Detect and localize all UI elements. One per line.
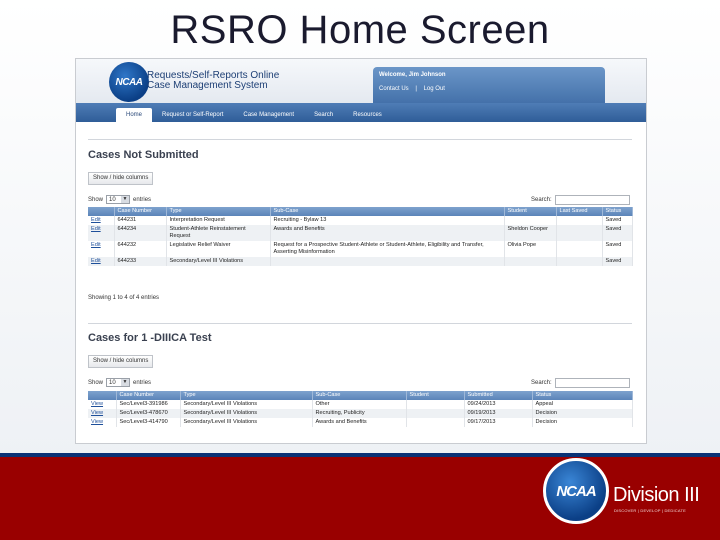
nav-tab-resources[interactable]: Resources xyxy=(353,112,382,118)
last-saved-cell xyxy=(556,257,602,266)
type-cell: Secondary/Level III Violations xyxy=(166,257,270,266)
edit-link[interactable]: Edit xyxy=(88,225,114,241)
column-header[interactable] xyxy=(88,207,114,216)
column-header-last-saved[interactable]: Last Saved xyxy=(556,207,602,216)
sub-case-cell: Recruiting - Bylaw 13 xyxy=(270,216,504,225)
column-header-submitted[interactable]: Submitted xyxy=(464,391,532,400)
search-control xyxy=(531,378,630,388)
submitted-cell: 09/17/2013 xyxy=(464,418,532,427)
sub-case-cell: Request for a Prospective Student-Athlete or Student-Athlete, Eligibility and Transfer, Asserting Misinformation xyxy=(270,241,504,257)
nav-tab-home[interactable]: Home xyxy=(116,108,152,122)
nav-tab-case-management[interactable]: Case Management xyxy=(243,112,295,118)
student-cell: Olivia Pope xyxy=(504,241,556,257)
column-header-sub-case[interactable]: Sub-Case xyxy=(312,391,406,400)
type-cell: Secondary/Level III Violations xyxy=(180,418,312,427)
case-number-cell: Sec/Level3-414790 xyxy=(116,418,180,427)
last-saved-cell xyxy=(556,225,602,241)
table-row xyxy=(88,257,632,266)
app-title xyxy=(147,71,279,91)
welcome-box xyxy=(373,67,605,103)
page-length-control xyxy=(88,195,151,204)
student-cell xyxy=(504,257,556,266)
cases-for-table xyxy=(88,391,633,427)
show-label: Show xyxy=(88,379,104,386)
column-header-student[interactable]: Student xyxy=(504,207,556,216)
search-input[interactable] xyxy=(555,378,630,388)
page-length-control xyxy=(88,378,151,387)
table-row xyxy=(88,216,632,225)
status-cell: Appeal xyxy=(532,400,632,409)
sub-case-cell: Recruiting, Publicity xyxy=(312,409,406,418)
type-cell: Legislative Relief Waiver xyxy=(166,241,270,257)
chevron-down-icon: ▼ xyxy=(122,379,128,385)
column-header-status[interactable]: Status xyxy=(532,391,632,400)
case-number-cell: 644232 xyxy=(114,241,166,257)
log-out-link[interactable]: Log Out xyxy=(423,86,445,92)
entries-label: entries xyxy=(133,379,152,386)
last-saved-cell xyxy=(556,216,602,225)
search-label: Search: xyxy=(531,380,552,386)
view-link[interactable]: View xyxy=(88,418,116,427)
sub-case-cell: Other xyxy=(312,400,406,409)
entries-label: entries xyxy=(133,196,152,203)
page-length-value: 10 xyxy=(109,379,116,386)
type-cell: Interpretation Request xyxy=(166,216,270,225)
table-row xyxy=(88,241,632,257)
status-cell: Saved xyxy=(602,216,632,225)
show-label: Show xyxy=(88,196,104,203)
division-tagline: DISCOVER | DEVELOP | DEDICATE xyxy=(614,508,686,513)
column-header-case-number[interactable]: Case Number xyxy=(114,207,166,216)
edit-link[interactable]: Edit xyxy=(88,257,114,266)
column-header-type[interactable]: Type xyxy=(166,207,270,216)
status-cell: Saved xyxy=(602,257,632,266)
table-header-row xyxy=(88,391,632,400)
divider xyxy=(88,139,632,140)
main-nav xyxy=(76,103,647,122)
submitted-cell: 09/19/2013 xyxy=(464,409,532,418)
case-number-cell: Sec/Level3-478670 xyxy=(116,409,180,418)
footer-band xyxy=(0,453,720,540)
slide-title: RSRO Home Screen xyxy=(170,8,550,52)
search-label: Search: xyxy=(531,197,552,203)
submitted-cell: 09/24/2013 xyxy=(464,400,532,409)
search-input[interactable] xyxy=(555,195,630,205)
case-number-cell: 644233 xyxy=(114,257,166,266)
status-cell: Decision xyxy=(532,418,632,427)
case-number-cell: Sec/Level3-391986 xyxy=(116,400,180,409)
status-cell: Saved xyxy=(602,225,632,241)
chevron-down-icon: ▼ xyxy=(122,196,128,202)
sub-case-cell: Awards and Benefits xyxy=(312,418,406,427)
contact-us-link[interactable]: Contact Us xyxy=(379,86,409,92)
column-header-status[interactable]: Status xyxy=(602,207,632,216)
app-title-line2: Case Management System xyxy=(147,80,268,91)
page-length-value: 10 xyxy=(109,196,116,203)
table-row xyxy=(88,225,632,241)
app-header xyxy=(76,59,647,103)
column-header-case-number[interactable]: Case Number xyxy=(116,391,180,400)
app-title-line1: Requests/Self-Reports Online xyxy=(147,70,280,81)
section-title-not-submitted: Cases Not Submitted xyxy=(88,149,199,161)
app-screenshot xyxy=(75,58,647,444)
account-links xyxy=(379,86,450,92)
status-cell: Decision xyxy=(532,409,632,418)
nav-tab-request[interactable]: Request or Self-Report xyxy=(162,112,224,118)
student-cell xyxy=(504,216,556,225)
divider xyxy=(88,323,632,324)
status-cell: Saved xyxy=(602,241,632,257)
table-row xyxy=(88,409,632,418)
cases-not-submitted-table xyxy=(88,207,633,266)
division-wordmark: Division III xyxy=(613,484,700,506)
edit-link[interactable]: Edit xyxy=(88,241,114,257)
link-separator: | xyxy=(415,86,417,92)
student-cell xyxy=(406,418,464,427)
student-cell xyxy=(406,409,464,418)
column-header-type[interactable]: Type xyxy=(180,391,312,400)
page-length-select[interactable] xyxy=(106,195,130,204)
view-link[interactable]: View xyxy=(88,409,116,418)
type-cell: Student-Athlete Reinstatement Request xyxy=(166,225,270,241)
column-header-student[interactable]: Student xyxy=(406,391,464,400)
table-header-row xyxy=(88,207,632,216)
student-cell: Sheldon Cooper xyxy=(504,225,556,241)
view-link[interactable]: View xyxy=(88,400,116,409)
sub-case-cell: Awards and Benefits xyxy=(270,225,504,241)
sub-case-cell xyxy=(270,257,504,266)
page-length-select[interactable] xyxy=(106,378,130,387)
section-title-cases-for: Cases for 1 -DIIICA Test xyxy=(88,332,212,344)
edit-link[interactable]: Edit xyxy=(88,216,114,225)
search-control xyxy=(531,195,630,205)
show-hide-columns-button[interactable]: Show / hide columns xyxy=(88,355,153,368)
column-header-sub-case[interactable]: Sub-Case xyxy=(270,207,504,216)
case-number-cell: 644234 xyxy=(114,225,166,241)
table-info: Showing 1 to 4 of 4 entries xyxy=(88,295,160,301)
column-header[interactable] xyxy=(88,391,116,400)
ncaa-logo-icon[interactable]: NCAA xyxy=(109,62,149,102)
student-cell xyxy=(406,400,464,409)
table-row xyxy=(88,418,632,427)
ncaa-footer-logo-icon: NCAA xyxy=(543,458,609,524)
table-row xyxy=(88,400,632,409)
last-saved-cell xyxy=(556,241,602,257)
nav-tab-search[interactable]: Search xyxy=(314,112,334,118)
welcome-text: Welcome, Jim Johnson xyxy=(379,72,446,78)
type-cell: Secondary/Level III Violations xyxy=(180,400,312,409)
case-number-cell: 644231 xyxy=(114,216,166,225)
type-cell: Secondary/Level III Violations xyxy=(180,409,312,418)
show-hide-columns-button[interactable]: Show / hide columns xyxy=(88,172,153,185)
